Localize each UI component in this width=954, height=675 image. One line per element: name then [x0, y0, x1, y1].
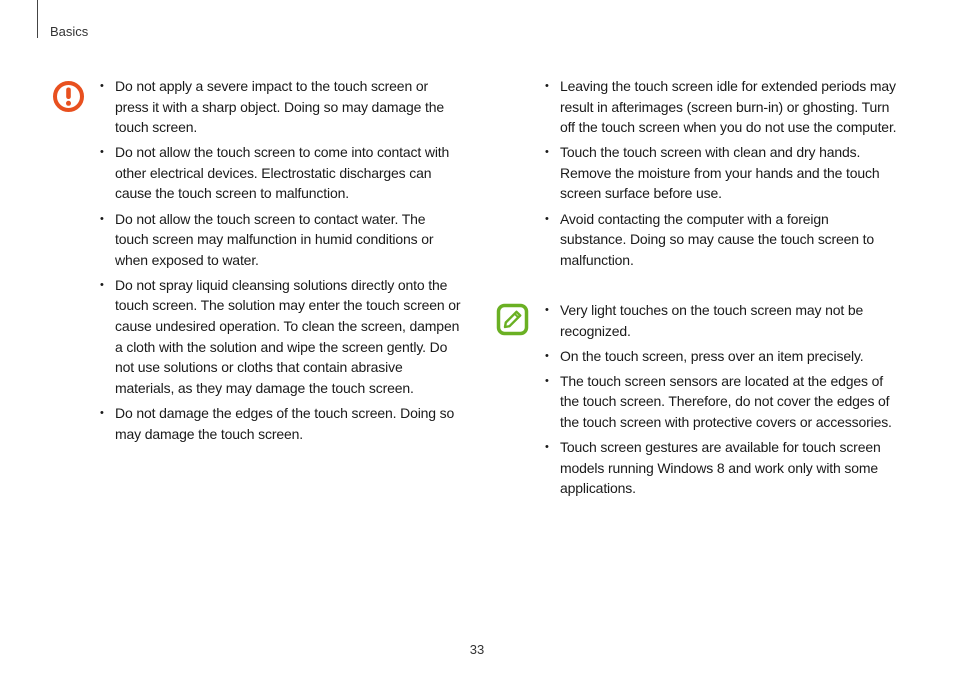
caution-icon	[52, 80, 85, 113]
list-item-text: Very light touches on the touch screen may not be recognized.	[560, 302, 864, 339]
list-item-text: The touch screen sensors are located at the edges of the touch screen. Therefore, do not cover the edges of the touch screen with protective covers or accessories.	[560, 372, 892, 430]
bullet: •	[545, 304, 549, 316]
header-rule	[37, 0, 38, 38]
note-icon	[496, 303, 529, 336]
bullet: •	[545, 146, 549, 159]
bullet: •	[100, 146, 104, 159]
list-item	[545, 142, 897, 204]
caution-list-right	[545, 76, 897, 275]
list-item-text: Touch the touch screen with clean and dry hands. Remove the moisture from your hands and the touch screen surface before use.	[560, 144, 880, 202]
list-item-text: Touch screen gestures are available for touch screen models running Windows 8 and work only with some applications.	[560, 439, 881, 497]
bullet: •	[100, 212, 104, 225]
bullet: •	[100, 406, 104, 419]
bullet: •	[545, 212, 549, 225]
note-list	[545, 300, 897, 503]
bullet: •	[100, 80, 104, 92]
list-item	[100, 142, 462, 204]
list-item-text: Avoid contacting the computer with a foreign substance. Doing so may cause the touch screen to malfunction.	[560, 210, 875, 268]
page-number: 33	[469, 642, 485, 657]
list-item	[545, 346, 897, 367]
list-item	[545, 76, 897, 138]
list-item	[100, 209, 462, 271]
list-item	[545, 371, 897, 433]
caution-list-left	[100, 76, 462, 449]
list-item	[545, 437, 897, 499]
list-item	[100, 76, 462, 138]
list-item	[100, 275, 462, 399]
section-label: Basics	[50, 24, 89, 39]
bullet: •	[545, 80, 549, 92]
list-item-text: Do not allow the touch screen to contact water. The touch screen may malfunction in humid conditions or when exposed to water.	[115, 210, 434, 268]
bullet: •	[545, 441, 549, 454]
list-item	[545, 300, 897, 341]
list-item-text: Do not apply a severe impact to the touch screen or press it with a sharp object. Doing so may damage the touch screen.	[115, 78, 445, 136]
list-item	[545, 209, 897, 271]
list-item-text: Do not spray liquid cleansing solutions directly onto the touch screen. The solution may enter the touch screen or cause undesired operation. To clean the screen, dampen a cloth with the solution and wipe the screen gently. Do not use solutions or cloths that contain abrasive materials, as they may damage the touch screen.	[115, 276, 461, 396]
bullet: •	[100, 278, 104, 291]
list-item-text: On the touch screen, press over an item precisely.	[560, 347, 864, 364]
list-item	[100, 403, 462, 444]
list-item-text: Leaving the touch screen idle for extended periods may result in afterimages (screen burn-in) or ghosting. Turn off the touch screen when you do not use the computer.	[560, 78, 897, 136]
bullet: •	[545, 349, 549, 362]
bullet: •	[545, 374, 549, 387]
list-item-text: Do not damage the edges of the touch screen. Doing so may damage the touch screen.	[115, 404, 455, 442]
list-item-text: Do not allow the touch screen to come into contact with other electrical devices. Electrostatic discharges can cause the touch screen to malfunction.	[115, 144, 450, 202]
